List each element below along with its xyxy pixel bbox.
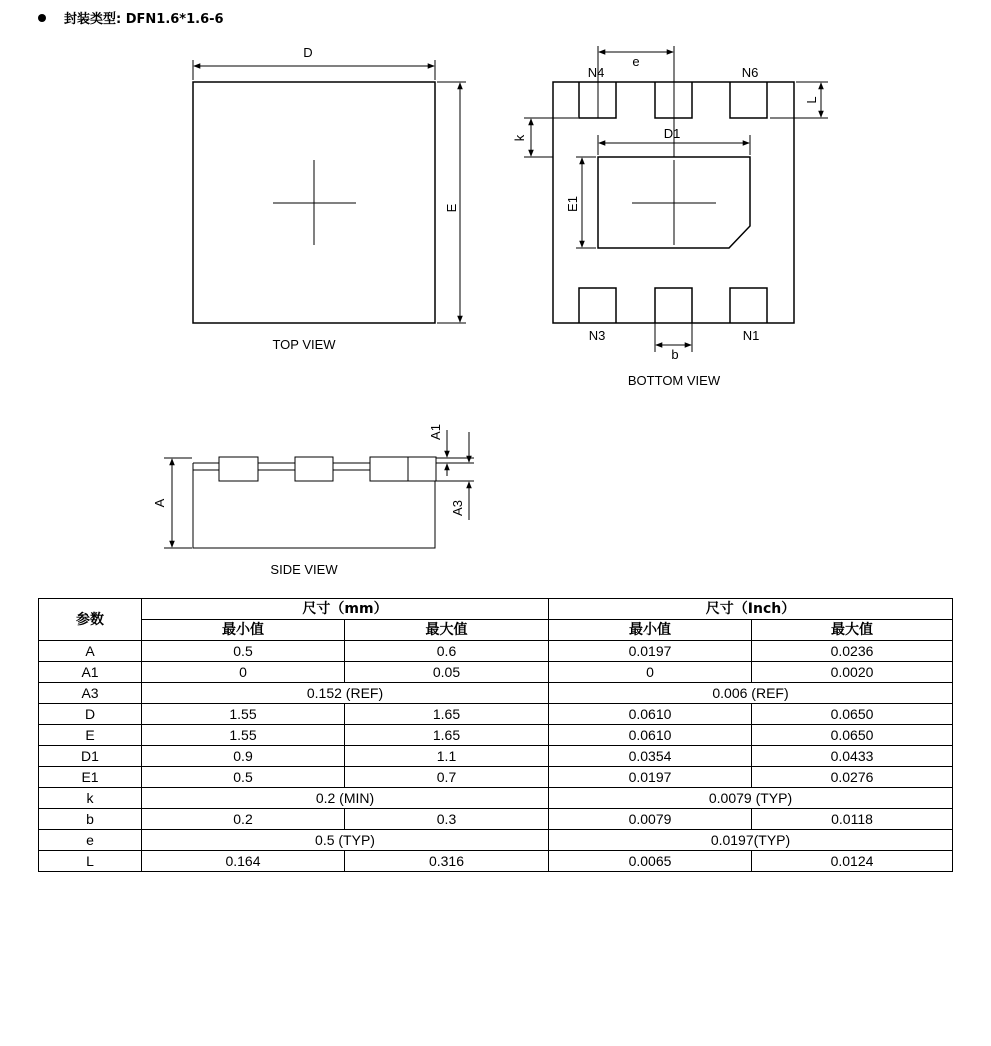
side-view-body [193,470,435,548]
dim-A-label: A [152,498,167,508]
mm-min-cell: 0.164 [142,851,345,872]
side-lead-4 [408,457,436,481]
side-lead-2 [295,457,333,481]
inch-min-cell: 0.0197 [549,767,752,788]
mm-value-cell: 0.5 (TYP) [142,830,549,851]
mm-min-cell: 0.5 [142,767,345,788]
side-lead-1 [219,457,258,481]
inch-value-cell: 0.0079 (TYP) [549,788,953,809]
heading-text: 封装类型: DFN1.6*1.6-6 [64,12,224,27]
mm-min-cell: 0 [142,662,345,683]
table-row [39,830,953,851]
mm-min-cell: 1.55 [142,704,345,725]
table-row [39,809,953,830]
pad-N3 [579,288,616,323]
param-header: 参数 [39,599,142,641]
mm-value-cell: 0.152 (REF) [142,683,549,704]
inch-min-cell: 0.0354 [549,746,752,767]
inch-max-cell: 0.0276 [752,767,953,788]
table-row [39,851,953,872]
param-cell: e [39,830,142,851]
dim-k-label: k [512,134,527,142]
dim-E1-label: E1 [565,196,580,212]
dim-A1-label: A1 [428,424,443,440]
inch-min-cell: 0.0079 [549,809,752,830]
pin-N3-label: N3 [588,328,606,343]
table-row [39,725,953,746]
inch-min-cell: 0.0610 [549,704,752,725]
mm-max-header: 最大值 [345,620,549,641]
inch-max-cell: 0.0433 [752,746,953,767]
pad-N2 [655,288,692,323]
param-cell: A3 [39,683,142,704]
dim-A3-label: A3 [450,500,465,516]
param-cell: b [39,809,142,830]
mm-max-cell: 1.65 [345,725,549,746]
mm-max-cell: 0.6 [345,641,549,662]
table-row [39,683,953,704]
dim-L-label: L [804,96,819,104]
inch-max-cell: 0.0118 [752,809,953,830]
mm-max-cell: 0.316 [345,851,549,872]
bottom-view [512,46,828,388]
dim-D1-label: D1 [663,126,681,141]
mm-min-cell: 0.9 [142,746,345,767]
inch-max-cell: 0.0124 [752,851,953,872]
param-cell: D [39,704,142,725]
top-view-label: TOP VIEW [272,337,336,352]
side-view [152,424,474,577]
inch-header: 尺寸（Inch） [549,599,953,620]
pin-N1-label: N1 [742,328,760,343]
inch-value-cell: 0.0197(TYP) [549,830,953,851]
side-view-label: SIDE VIEW [270,562,338,577]
param-cell: L [39,851,142,872]
mm-max-cell: 0.05 [345,662,549,683]
mm-header: 尺寸（mm） [142,599,549,620]
inch-max-cell: 0.0650 [752,704,953,725]
side-lead-3 [370,457,408,481]
table-row [39,662,953,683]
inch-max-cell: 0.0236 [752,641,953,662]
table-row [39,641,953,662]
param-cell: k [39,788,142,809]
table-row [39,767,953,788]
inch-min-cell: 0.0610 [549,725,752,746]
table-row [39,746,953,767]
mm-max-cell: 1.1 [345,746,549,767]
param-cell: D1 [39,746,142,767]
dim-E-label: E [444,203,459,213]
pad-N6 [730,82,767,118]
dim-b-label: b [671,347,679,362]
table-row [39,788,953,809]
mm-max-cell: 0.7 [345,767,549,788]
inch-max-cell: 0.0020 [752,662,953,683]
inch-min-cell: 0.0197 [549,641,752,662]
mm-max-cell: 1.65 [345,704,549,725]
top-view [193,45,466,352]
pin-N6-label: N6 [741,65,759,80]
mm-max-cell: 0.3 [345,809,549,830]
inch-max-cell: 0.0650 [752,725,953,746]
pad-N1 [730,288,767,323]
inch-value-cell: 0.006 (REF) [549,683,953,704]
mm-value-cell: 0.2 (MIN) [142,788,549,809]
mm-min-cell: 0.5 [142,641,345,662]
param-cell: A1 [39,662,142,683]
dim-D-label: D [303,45,313,60]
table-body [39,641,953,872]
inch-min-header: 最小值 [549,620,752,641]
dimension-table [38,598,953,872]
param-cell: E1 [39,767,142,788]
bottom-view-label: BOTTOM VIEW [627,373,721,388]
dim-e-label: e [632,54,640,69]
inch-min-cell: 0 [549,662,752,683]
param-cell: A [39,641,142,662]
param-cell: E [39,725,142,746]
inch-max-header: 最大值 [752,620,953,641]
inch-min-cell: 0.0065 [549,851,752,872]
table-row [39,704,953,725]
mm-min-header: 最小值 [142,620,345,641]
pin-N4-label: N4 [587,65,605,80]
mm-min-cell: 0.2 [142,809,345,830]
mm-min-cell: 1.55 [142,725,345,746]
